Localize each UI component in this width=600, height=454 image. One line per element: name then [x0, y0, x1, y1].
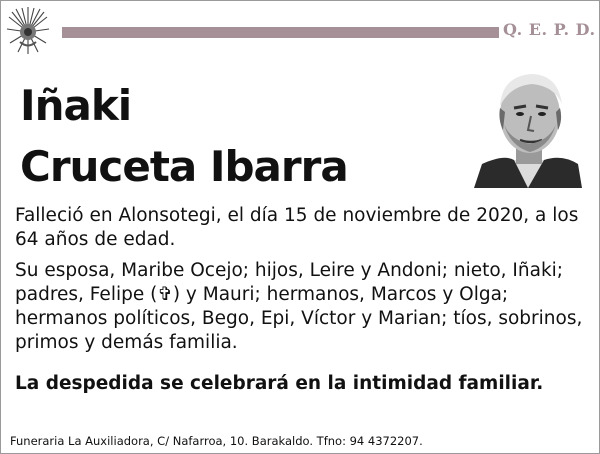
deceased-surnames: Cruceta Ibarra	[20, 142, 348, 191]
flower-icon	[6, 5, 50, 55]
header-rule	[62, 27, 499, 38]
qepd-label: Q. E. P. D.	[503, 20, 596, 39]
death-notice-text: Falleció en Alonsotegi, el día 15 de noviembre de 2020, a los 64 años de edad.	[15, 205, 579, 250]
funeral-home-footer: Funeraria La Auxiliadora, C/ Nafarroa, 10. Barakaldo. Tfno: 94 4372207.	[10, 434, 423, 448]
ceremony-text: La despedida se celebrará en la intimidad familiar.	[15, 373, 544, 394]
portrait-photo	[474, 60, 582, 188]
deceased-first-name: Iñaki	[20, 81, 132, 130]
family-text: Su esposa, Maribe Ocejo; hijos, Leire y Andoni; nieto, Iñaki; padres, Felipe (✞) y Mauri; hermanos, Marcos y Olga; hermanos políticos, Bego, Epi, Víctor y Marian; tíos, sobrinos, primos y demás familia.	[15, 260, 583, 353]
